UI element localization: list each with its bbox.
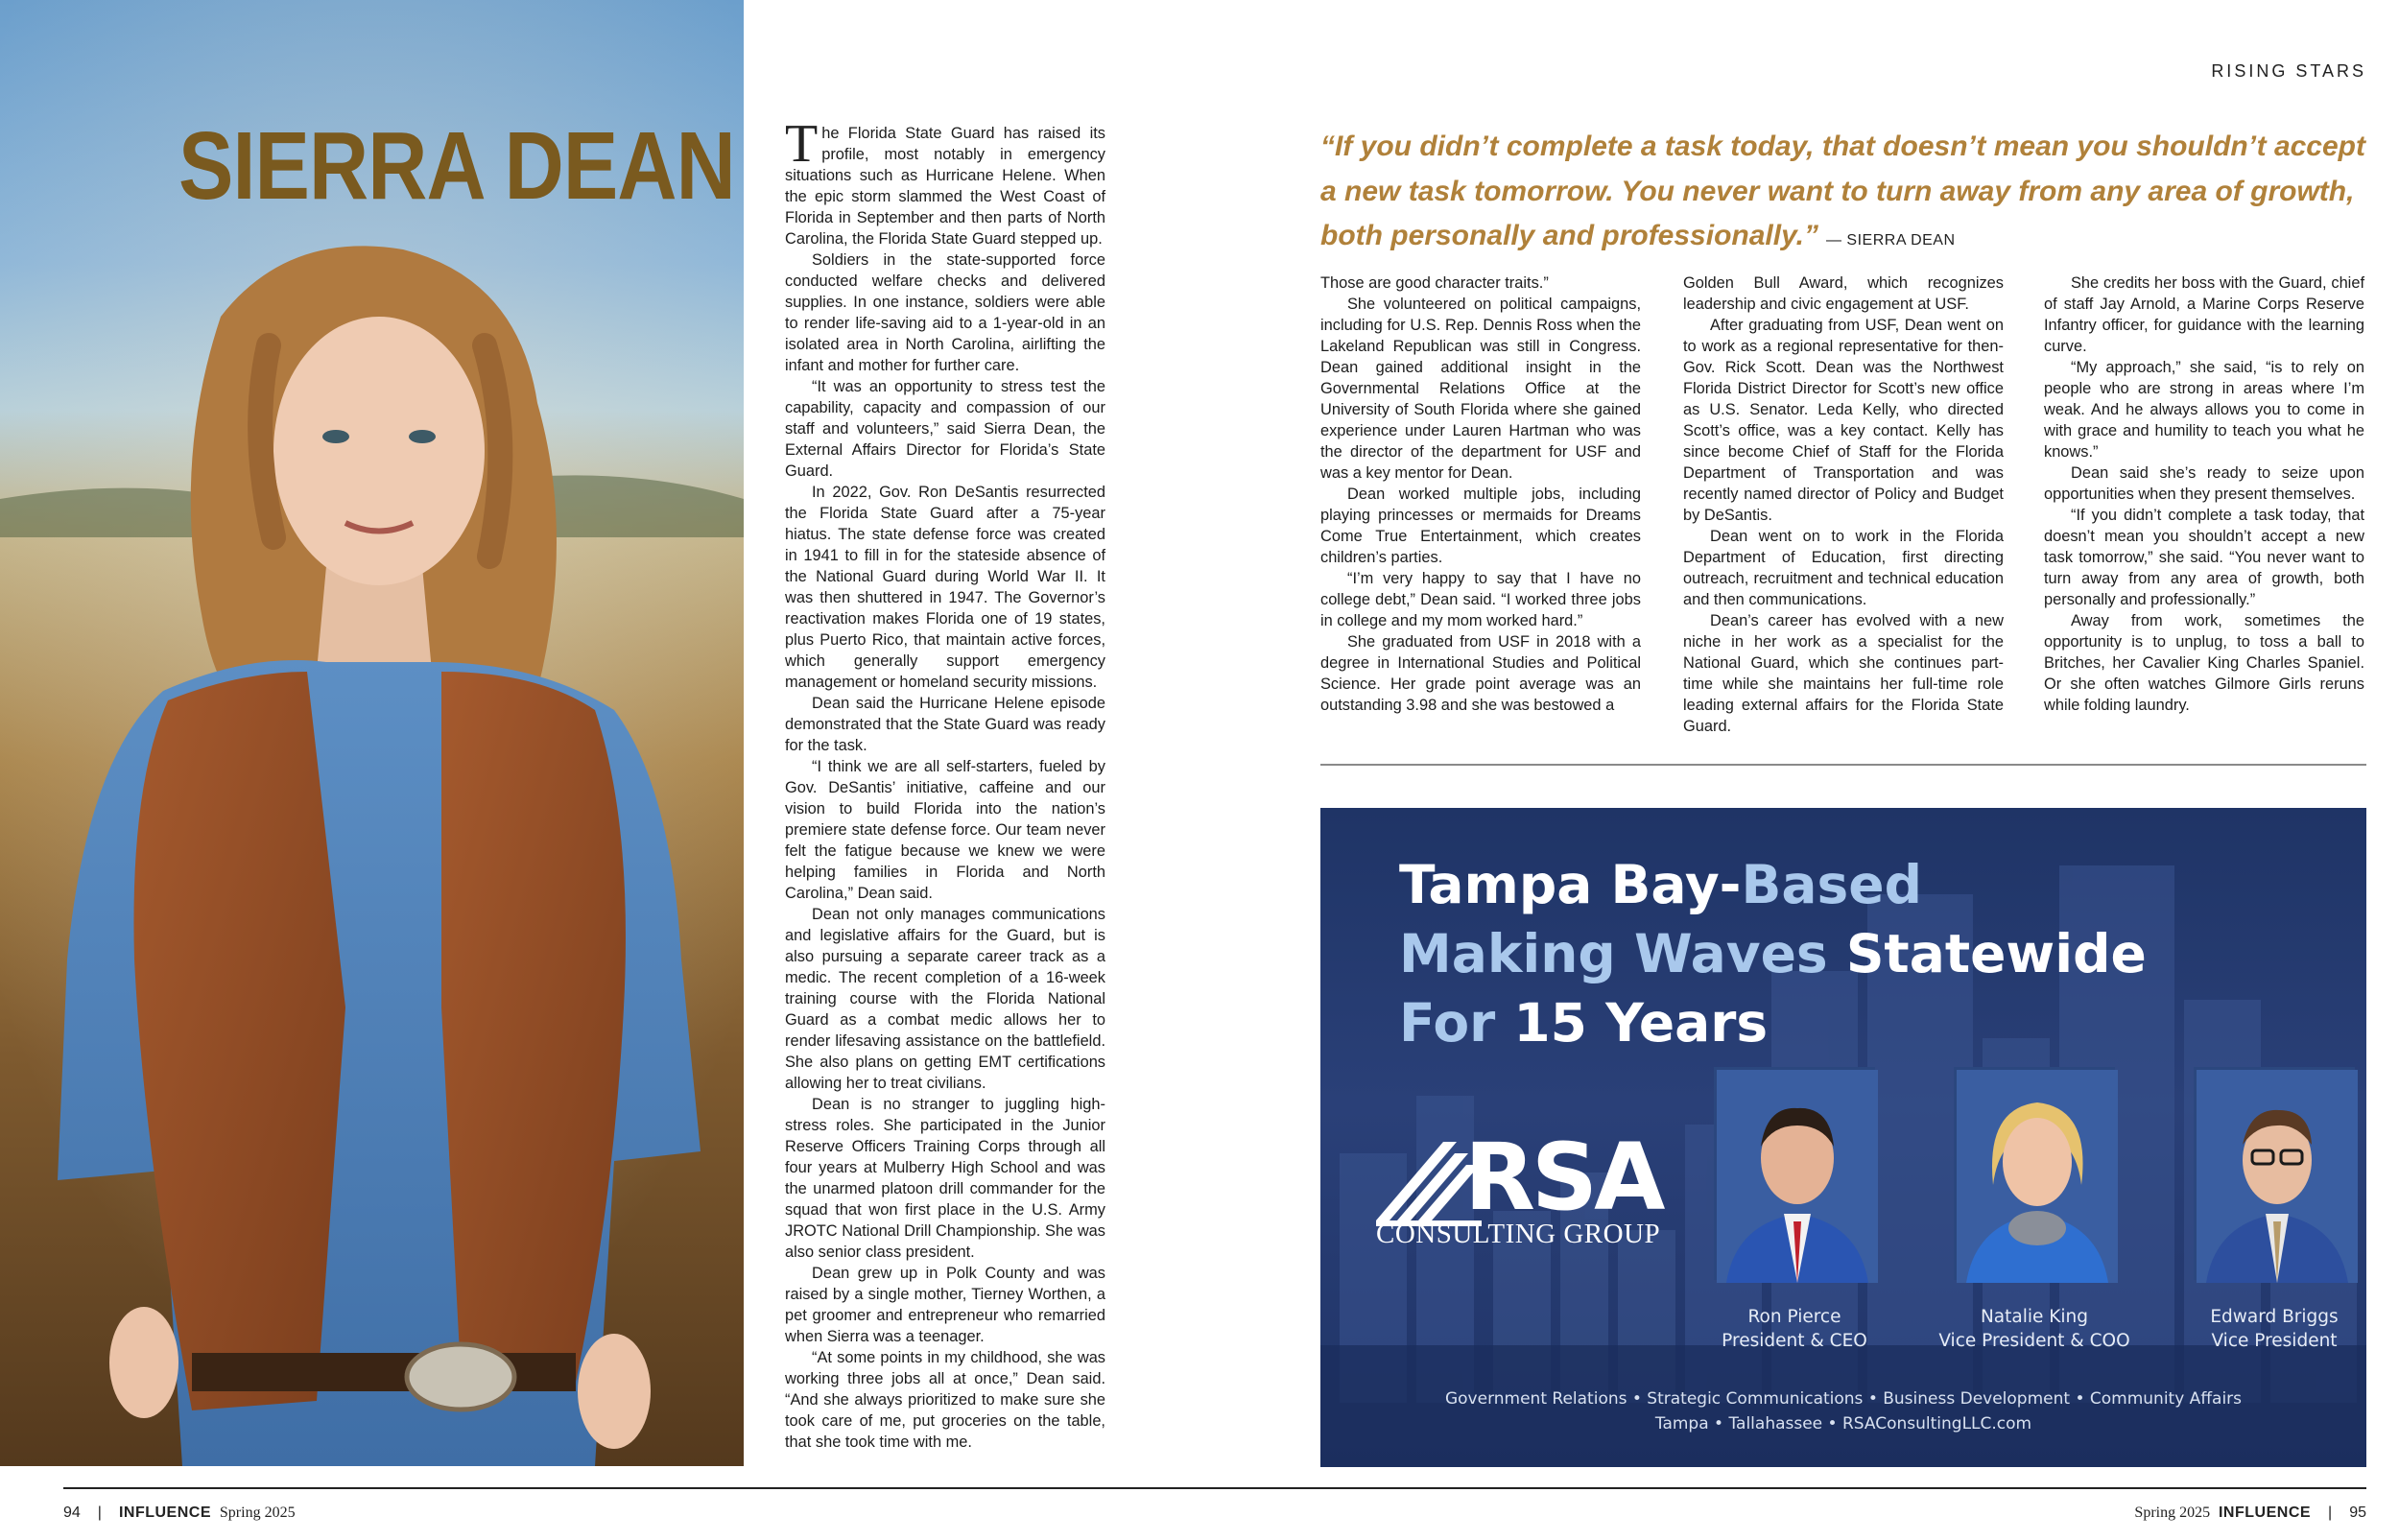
exec-name: Ron Pierce: [1747, 1307, 1841, 1327]
paragraph: Dean said she’s ready to seize upon opportunities when they present themselves.: [2044, 464, 2364, 503]
paragraph: Dean’s career has evolved with a new niche in her work as a specialist for the National Guard, which she continues part-time while she maintains her full-time role leading external affairs for the Florida State Guard.: [1683, 612, 2004, 735]
paragraph: Dean worked multiple jobs, including playing princesses or mermaids for Dreams Come True Entertainment, which creates children’s parties.: [1320, 486, 1641, 566]
paragraph: She graduated from USF in 2018 with a degree in International Studies and Political Science. Her grade point average was an outstanding 3.98 and she was bestowed a: [1320, 633, 1641, 714]
publication-name: INFLUENCE: [2218, 1504, 2312, 1521]
feature-photo: [0, 0, 744, 1466]
paragraph: “My approach,” she said, “is to rely on people who are strong in areas where I’m weak. And he always allows you to come in with grace and humility to teach you what he knows.”: [2044, 359, 2364, 461]
paragraph: After graduating from USF, Dean went on to work as a regional representative for then-Gov. Rick Scott. Dean was the Northwest Florida District Director for Scott’s new office as U.S. Senator. Leda Kelly, who directed Scott’s office, was a key contact. Kelly has since become Chief of Staff for the Florida Department of Transportation and was recently named director of Policy and Budget by DeSantis.: [1683, 317, 2004, 524]
footer-divider: [63, 1487, 2366, 1489]
logo-subtitle: CONSULTING GROUP: [1376, 1219, 1661, 1249]
paragraph: “I think we are all self-starters, fueled by Gov. DeSantis’ initiative, caffeine and our vision to build Florida into the nation’s premiere state defense force. Our team never felt the fatigue because we knew we were helping families in Florida and North Carolina,” Dean said.: [785, 758, 1105, 902]
paragraph: Golden Bull Award, which recognizes leadership and civic engagement at USF.: [1683, 274, 2004, 313]
pull-quote-attribution: — SIERRA DEAN: [1825, 232, 1956, 249]
paragraph: “If you didn’t complete a task today, that doesn’t mean you shouldn’t accept a new task tomorrow,” she said. “You never want to turn away from any area of growth, both personally and professionally.”: [2044, 507, 2364, 608]
paragraph: Away from work, sometimes the opportunity is to unplug, to toss a ball to Britches, her Cavalier King Charles Spaniel. Or she often watches Gilmore Girls reruns while folding laundry.: [2044, 612, 2364, 714]
paragraph: Dean grew up in Polk County and was raised by a single mother, Tierney Worthen, a pet groomer and entrepreneur who remarried when Sierra was a teenager.: [785, 1265, 1105, 1345]
exec-caption: [1919, 1305, 2150, 1353]
exec-name: Edward Briggs: [2210, 1307, 2339, 1327]
exec-title: Vice President & COO: [1938, 1331, 2130, 1351]
drop-cap: T: [785, 114, 819, 174]
ad-services: Government Relations • Strategic Communications • Business Development • Community Affairs: [1444, 1389, 2243, 1409]
folio-left: 94 | INFLUENCE Spring 2025: [63, 1504, 296, 1521]
paragraph: Those are good character traits.”: [1320, 274, 1549, 292]
exec-photo: [2194, 1067, 2355, 1280]
paragraph: She volunteered on political campaigns, including for U.S. Rep. Dennis Ross when the Lakeland Republican was still in Congress. Dean gained additional insight in the Governmental Relations Office at the University of South Florida where she gained experience under Lauren Hartman who was the director of the department for USF and was a key mentor for Dean.: [1320, 296, 1641, 482]
publication-name: INFLUENCE: [118, 1504, 212, 1521]
pull-quote: [1320, 125, 2366, 264]
article-column-4: [2044, 272, 2364, 723]
advertisement[interactable]: [1320, 808, 2366, 1467]
ad-contact-link[interactable]: Tampa • Tallahassee • RSAConsultingLLC.com: [1654, 1414, 2032, 1433]
paragraph: Dean not only manages communications and legislative affairs for the Guard, but is also pursuing a separate career track as a medic. The recent completion of a 16-week training course with the Florida National Guard as a combat medic allows her to render lifesaving assistance on the battlefield. She also plans on getting EMT certifications allowing her to treat civilians.: [785, 906, 1105, 1092]
exec-photo: [1954, 1067, 2115, 1280]
paragraph: “At some points in my childhood, she was working three jobs all at once,” Dean said. “And she always prioritized to make sure she took care of me, put groceries on the table, that she took time with me.: [785, 1349, 1105, 1451]
divider: [1320, 764, 2366, 766]
paragraph: She credits her boss with the Guard, chief of staff Jay Arnold, a Marine Corps Reserve Infantry officer, for guidance with the learning curve.: [2044, 274, 2364, 355]
exec-photo: [1714, 1067, 1875, 1280]
paragraph: In 2022, Gov. Ron DeSantis resurrected the Florida State Guard after a 75-year hiatus. The state defense force was created in 1941 to fill in for the stateside absence of the National Guard during World War II. It was then shuttered in 1947. The Governor’s reactivation makes Florida one of 19 states, plus Puerto Rico, that maintain active forces, which generally support emergency management or homeland security missions.: [785, 484, 1105, 691]
pull-quote-text: “If you didn’t complete a task today, that doesn’t mean you shouldn’t accept a new task tomorrow. You never want to turn away from any area of growth, both personally and professionally.”: [1320, 130, 2365, 251]
ad-headline: Tampa Bay-Based Making Waves Statewide For 15 Years: [1399, 854, 2147, 1054]
folio-right: Spring 2025 INFLUENCE | 95: [2134, 1504, 2366, 1521]
page-number: 95: [2349, 1504, 2366, 1521]
paragraph: “I’m very happy to say that I have no college debt,” Dean said. “I worked three jobs in college and my mom worked hard.”: [1320, 570, 1641, 629]
paragraph: “It was an opportunity to stress test the capability, capacity and compassion of our staff and volunteers,” said Sierra Dean, the External Affairs Director for Florida’s State Guard.: [785, 378, 1105, 480]
page-number: 94: [63, 1504, 81, 1521]
article-column-1: [785, 114, 1105, 1457]
exec-caption: [1679, 1305, 1910, 1353]
exec-title: Vice President: [2211, 1331, 2338, 1351]
paragraph: Dean said the Hurricane Helene episode demonstrated that the State Guard was ready for the task.: [785, 695, 1105, 754]
exec-title: President & CEO: [1722, 1331, 1867, 1351]
section-tag: RISING STARS: [2211, 61, 2366, 81]
logo-text: RSA: [1464, 1124, 1662, 1231]
exec-name: Natalie King: [1980, 1307, 2089, 1327]
paragraph: The Florida State Guard has raised its profile, most notably in emergency situations such as Hurricane Helene. When the epic storm slammed the West Coast of Florida in September and then parts of North Carolina, the Florida State Guard stepped up.: [785, 114, 1105, 248]
exec-caption: [2159, 1305, 2389, 1353]
article-column-3: [1683, 272, 2004, 735]
paragraph: Dean went on to work in the Florida Department of Education, first directing outreach, recruitment and technical education and then communications.: [1683, 528, 2004, 608]
article-column-2: [1320, 272, 1641, 723]
issue-date: Spring 2025: [2134, 1504, 2211, 1521]
paragraph: Soldiers in the state-supported force conducted welfare checks and delivered supplies. In one instance, soldiers were able to render life-saving aid to a 1-year-old in an isolated area in North Carolina, airlifting the infant and mother for further care.: [785, 251, 1105, 374]
rsa-logo: [1376, 1125, 1664, 1278]
paragraph: Dean is no stranger to juggling high-stress roles. She participated in the Junior Reserve Officers Training Corps through all four years at Mulberry High School and was the unarmed platoon drill commander for the squad that won first place in the U.S. Army JROTC National Drill Championship. She was also senior class president.: [785, 1096, 1105, 1261]
issue-date: Spring 2025: [219, 1504, 296, 1521]
page-title: SIERRA DEAN: [178, 112, 735, 220]
